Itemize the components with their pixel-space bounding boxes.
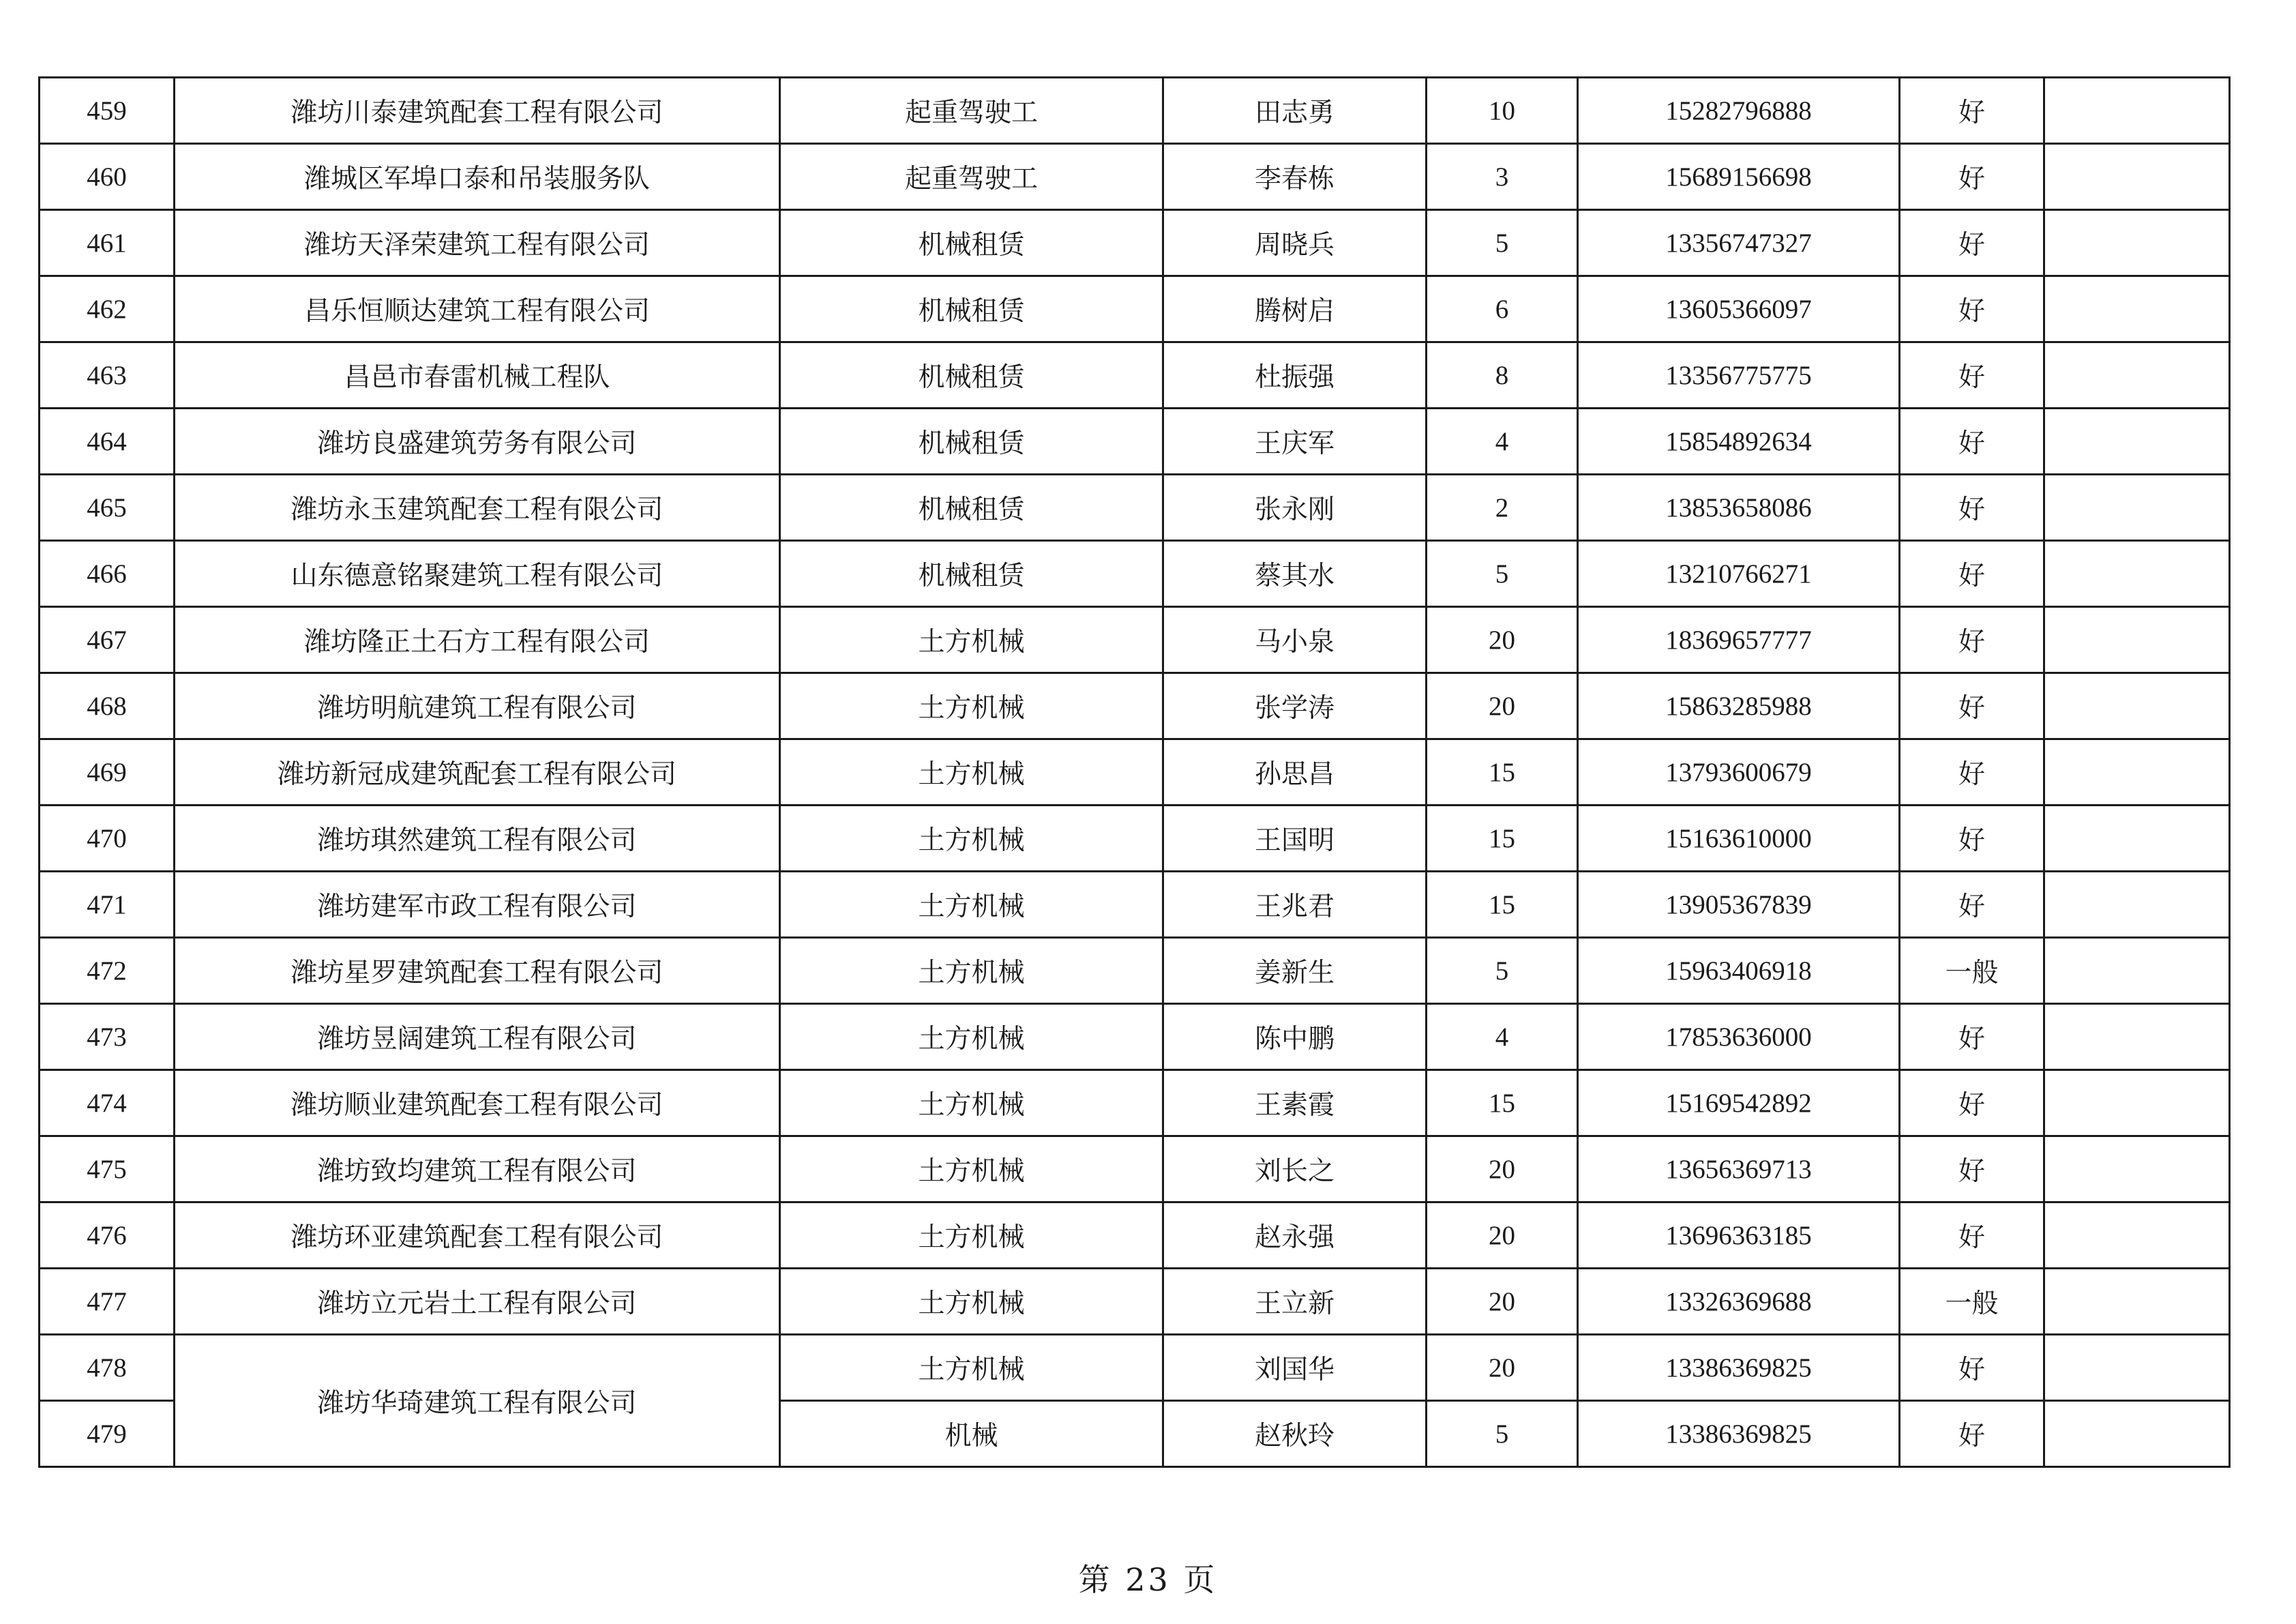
phone-cell: 13793600679 <box>1578 739 1900 806</box>
count-cell: 15 <box>1427 872 1578 938</box>
count-cell: 20 <box>1427 1136 1578 1202</box>
table-row <box>40 144 2230 210</box>
row-number-cell: 463 <box>40 342 175 409</box>
rating-cell: 好 <box>1900 475 2044 541</box>
phone-cell: 15689156698 <box>1578 144 1900 210</box>
row-number-cell: 473 <box>40 1004 175 1070</box>
page-number: 第 23 页 <box>1078 1561 1218 1598</box>
phone-cell: 13326369688 <box>1578 1269 1900 1335</box>
work-type-cell: 土方机械 <box>780 673 1163 739</box>
contact-person-cell: 杜振强 <box>1163 342 1427 409</box>
phone-cell: 15282796888 <box>1578 78 1900 144</box>
note-cell <box>2044 144 2230 210</box>
row-number-cell: 467 <box>40 607 175 673</box>
row-number-cell: 461 <box>40 210 175 276</box>
company-name-cell: 潍坊新冠成建筑配套工程有限公司 <box>175 739 780 806</box>
company-name-cell: 山东德意铭聚建筑工程有限公司 <box>175 541 780 607</box>
row-number-cell: 466 <box>40 541 175 607</box>
table-row <box>40 276 2230 342</box>
work-type-cell: 土方机械 <box>780 938 1163 1004</box>
row-number-cell: 468 <box>40 673 175 739</box>
phone-cell: 13905367839 <box>1578 872 1900 938</box>
work-type-cell: 土方机械 <box>780 1136 1163 1202</box>
contact-person-cell: 陈中鹏 <box>1163 1004 1427 1070</box>
rating-cell: 好 <box>1900 1401 2044 1467</box>
table-row <box>40 607 2230 673</box>
table-row <box>40 342 2230 409</box>
phone-cell: 15963406918 <box>1578 938 1900 1004</box>
count-cell: 8 <box>1427 342 1578 409</box>
count-cell: 5 <box>1427 541 1578 607</box>
rating-cell: 好 <box>1900 1136 2044 1202</box>
note-cell <box>2044 276 2230 342</box>
table-row <box>40 1070 2230 1136</box>
note-cell <box>2044 78 2230 144</box>
row-number-cell: 469 <box>40 739 175 806</box>
contact-person-cell: 张学涛 <box>1163 673 1427 739</box>
phone-cell: 13386369825 <box>1578 1401 1900 1467</box>
row-number-cell: 479 <box>40 1401 175 1467</box>
phone-cell: 15863285988 <box>1578 673 1900 739</box>
table-row <box>40 739 2230 806</box>
work-type-cell: 土方机械 <box>780 1269 1163 1335</box>
row-number-cell: 465 <box>40 475 175 541</box>
work-type-cell: 机械租赁 <box>780 276 1163 342</box>
count-cell: 20 <box>1427 1202 1578 1269</box>
count-cell: 15 <box>1427 806 1578 872</box>
contact-person-cell: 赵永强 <box>1163 1202 1427 1269</box>
contact-person-cell: 腾树启 <box>1163 276 1427 342</box>
count-cell: 4 <box>1427 1004 1578 1070</box>
note-cell <box>2044 342 2230 409</box>
table-row <box>40 806 2230 872</box>
note-cell <box>2044 739 2230 806</box>
table-row <box>40 673 2230 739</box>
company-name-cell: 潍坊顺业建筑配套工程有限公司 <box>175 1070 780 1136</box>
phone-cell: 15854892634 <box>1578 409 1900 475</box>
rating-cell: 好 <box>1900 673 2044 739</box>
company-name-cell: 昌邑市春雷机械工程队 <box>175 342 780 409</box>
table-row <box>40 475 2230 541</box>
contact-person-cell: 刘长之 <box>1163 1136 1427 1202</box>
row-number-cell: 464 <box>40 409 175 475</box>
company-name-cell: 潍坊良盛建筑劳务有限公司 <box>175 409 780 475</box>
rating-cell: 一般 <box>1900 1269 2044 1335</box>
rating-cell: 好 <box>1900 872 2044 938</box>
count-cell: 15 <box>1427 739 1578 806</box>
work-type-cell: 起重驾驶工 <box>780 78 1163 144</box>
company-name-cell: 潍坊琪然建筑工程有限公司 <box>175 806 780 872</box>
note-cell <box>2044 673 2230 739</box>
company-table <box>38 76 2231 1468</box>
count-cell: 3 <box>1427 144 1578 210</box>
work-type-cell: 土方机械 <box>780 1004 1163 1070</box>
note-cell <box>2044 806 2230 872</box>
work-type-cell: 机械 <box>780 1401 1163 1467</box>
note-cell <box>2044 210 2230 276</box>
company-name-cell: 潍坊华琦建筑工程有限公司 <box>175 1335 780 1467</box>
count-cell: 4 <box>1427 409 1578 475</box>
work-type-cell: 土方机械 <box>780 872 1163 938</box>
count-cell: 20 <box>1427 1335 1578 1401</box>
contact-person-cell: 田志勇 <box>1163 78 1427 144</box>
company-name-cell: 潍坊天泽荣建筑工程有限公司 <box>175 210 780 276</box>
count-cell: 5 <box>1427 1401 1578 1467</box>
note-cell <box>2044 1401 2230 1467</box>
work-type-cell: 机械租赁 <box>780 342 1163 409</box>
contact-person-cell: 王兆君 <box>1163 872 1427 938</box>
table-body <box>40 78 2230 1467</box>
count-cell: 5 <box>1427 210 1578 276</box>
contact-person-cell: 姜新生 <box>1163 938 1427 1004</box>
company-name-cell: 潍坊永玉建筑配套工程有限公司 <box>175 475 780 541</box>
note-cell <box>2044 1136 2230 1202</box>
count-cell: 2 <box>1427 475 1578 541</box>
table-row <box>40 541 2230 607</box>
row-number-cell: 459 <box>40 78 175 144</box>
company-name-cell: 潍坊星罗建筑配套工程有限公司 <box>175 938 780 1004</box>
phone-cell: 13656369713 <box>1578 1136 1900 1202</box>
company-name-cell: 潍坊川泰建筑配套工程有限公司 <box>175 78 780 144</box>
contact-person-cell: 孙思昌 <box>1163 739 1427 806</box>
phone-cell: 13356775775 <box>1578 342 1900 409</box>
phone-cell: 13696363185 <box>1578 1202 1900 1269</box>
table-row <box>40 1004 2230 1070</box>
count-cell: 20 <box>1427 607 1578 673</box>
phone-cell: 15169542892 <box>1578 1070 1900 1136</box>
work-type-cell: 土方机械 <box>780 1070 1163 1136</box>
row-number-cell: 472 <box>40 938 175 1004</box>
phone-cell: 18369657777 <box>1578 607 1900 673</box>
rating-cell: 好 <box>1900 144 2044 210</box>
rating-cell: 好 <box>1900 541 2044 607</box>
count-cell: 15 <box>1427 1070 1578 1136</box>
rating-cell: 好 <box>1900 1004 2044 1070</box>
note-cell <box>2044 1269 2230 1335</box>
rating-cell: 好 <box>1900 1202 2044 1269</box>
note-cell <box>2044 475 2230 541</box>
row-number-cell: 476 <box>40 1202 175 1269</box>
phone-cell: 13356747327 <box>1578 210 1900 276</box>
table-row <box>40 409 2230 475</box>
table-row <box>40 210 2230 276</box>
phone-cell: 17853636000 <box>1578 1004 1900 1070</box>
row-number-cell: 474 <box>40 1070 175 1136</box>
rating-cell: 好 <box>1900 210 2044 276</box>
rating-cell: 好 <box>1900 1070 2044 1136</box>
table-row <box>40 938 2230 1004</box>
contact-person-cell: 马小泉 <box>1163 607 1427 673</box>
table-row <box>40 1335 2230 1401</box>
note-cell <box>2044 872 2230 938</box>
phone-cell: 13853658086 <box>1578 475 1900 541</box>
row-number-cell: 477 <box>40 1269 175 1335</box>
contact-person-cell: 王立新 <box>1163 1269 1427 1335</box>
table-row <box>40 1202 2230 1269</box>
company-name-cell: 潍坊建军市政工程有限公司 <box>175 872 780 938</box>
phone-cell: 13386369825 <box>1578 1335 1900 1401</box>
phone-cell: 15163610000 <box>1578 806 1900 872</box>
count-cell: 6 <box>1427 276 1578 342</box>
count-cell: 5 <box>1427 938 1578 1004</box>
contact-person-cell: 王素霞 <box>1163 1070 1427 1136</box>
row-number-cell: 470 <box>40 806 175 872</box>
note-cell <box>2044 1335 2230 1401</box>
work-type-cell: 机械租赁 <box>780 541 1163 607</box>
table-row <box>40 78 2230 144</box>
work-type-cell: 机械租赁 <box>780 409 1163 475</box>
work-type-cell: 土方机械 <box>780 1202 1163 1269</box>
table-row <box>40 1136 2230 1202</box>
contact-person-cell: 蔡其水 <box>1163 541 1427 607</box>
company-name-cell: 潍坊隆正土石方工程有限公司 <box>175 607 780 673</box>
company-name-cell: 潍坊致均建筑工程有限公司 <box>175 1136 780 1202</box>
work-type-cell: 土方机械 <box>780 806 1163 872</box>
company-name-cell: 潍坊立元岩土工程有限公司 <box>175 1269 780 1335</box>
rating-cell: 好 <box>1900 739 2044 806</box>
note-cell <box>2044 541 2230 607</box>
row-number-cell: 471 <box>40 872 175 938</box>
company-name-cell: 潍坊明航建筑工程有限公司 <box>175 673 780 739</box>
company-name-cell: 潍城区军埠口泰和吊装服务队 <box>175 144 780 210</box>
row-number-cell: 475 <box>40 1136 175 1202</box>
work-type-cell: 机械租赁 <box>780 210 1163 276</box>
note-cell <box>2044 938 2230 1004</box>
contact-person-cell: 王庆军 <box>1163 409 1427 475</box>
contact-person-cell: 李春栋 <box>1163 144 1427 210</box>
table-row <box>40 872 2230 938</box>
work-type-cell: 土方机械 <box>780 1335 1163 1401</box>
contact-person-cell: 赵秋玲 <box>1163 1401 1427 1467</box>
note-cell <box>2044 1070 2230 1136</box>
contact-person-cell: 刘国华 <box>1163 1335 1427 1401</box>
rating-cell: 好 <box>1900 806 2044 872</box>
phone-cell: 13605366097 <box>1578 276 1900 342</box>
rating-cell: 好 <box>1900 607 2044 673</box>
rating-cell: 好 <box>1900 78 2044 144</box>
company-name-cell: 昌乐恒顺达建筑工程有限公司 <box>175 276 780 342</box>
contact-person-cell: 周晓兵 <box>1163 210 1427 276</box>
note-cell <box>2044 409 2230 475</box>
contact-person-cell: 王国明 <box>1163 806 1427 872</box>
company-name-cell: 潍坊昱阔建筑工程有限公司 <box>175 1004 780 1070</box>
work-type-cell: 土方机械 <box>780 739 1163 806</box>
rating-cell: 好 <box>1900 409 2044 475</box>
rating-cell: 好 <box>1900 1335 2044 1401</box>
contact-person-cell: 张永刚 <box>1163 475 1427 541</box>
count-cell: 20 <box>1427 1269 1578 1335</box>
phone-cell: 13210766271 <box>1578 541 1900 607</box>
work-type-cell: 土方机械 <box>780 607 1163 673</box>
rating-cell: 好 <box>1900 276 2044 342</box>
note-cell <box>2044 1202 2230 1269</box>
note-cell <box>2044 607 2230 673</box>
note-cell <box>2044 1004 2230 1070</box>
table-row <box>40 1269 2230 1335</box>
company-name-cell: 潍坊环亚建筑配套工程有限公司 <box>175 1202 780 1269</box>
count-cell: 20 <box>1427 673 1578 739</box>
rating-cell: 好 <box>1900 342 2044 409</box>
row-number-cell: 460 <box>40 144 175 210</box>
work-type-cell: 机械租赁 <box>780 475 1163 541</box>
count-cell: 10 <box>1427 78 1578 144</box>
row-number-cell: 462 <box>40 276 175 342</box>
rating-cell: 一般 <box>1900 938 2044 1004</box>
row-number-cell: 478 <box>40 1335 175 1401</box>
work-type-cell: 起重驾驶工 <box>780 144 1163 210</box>
